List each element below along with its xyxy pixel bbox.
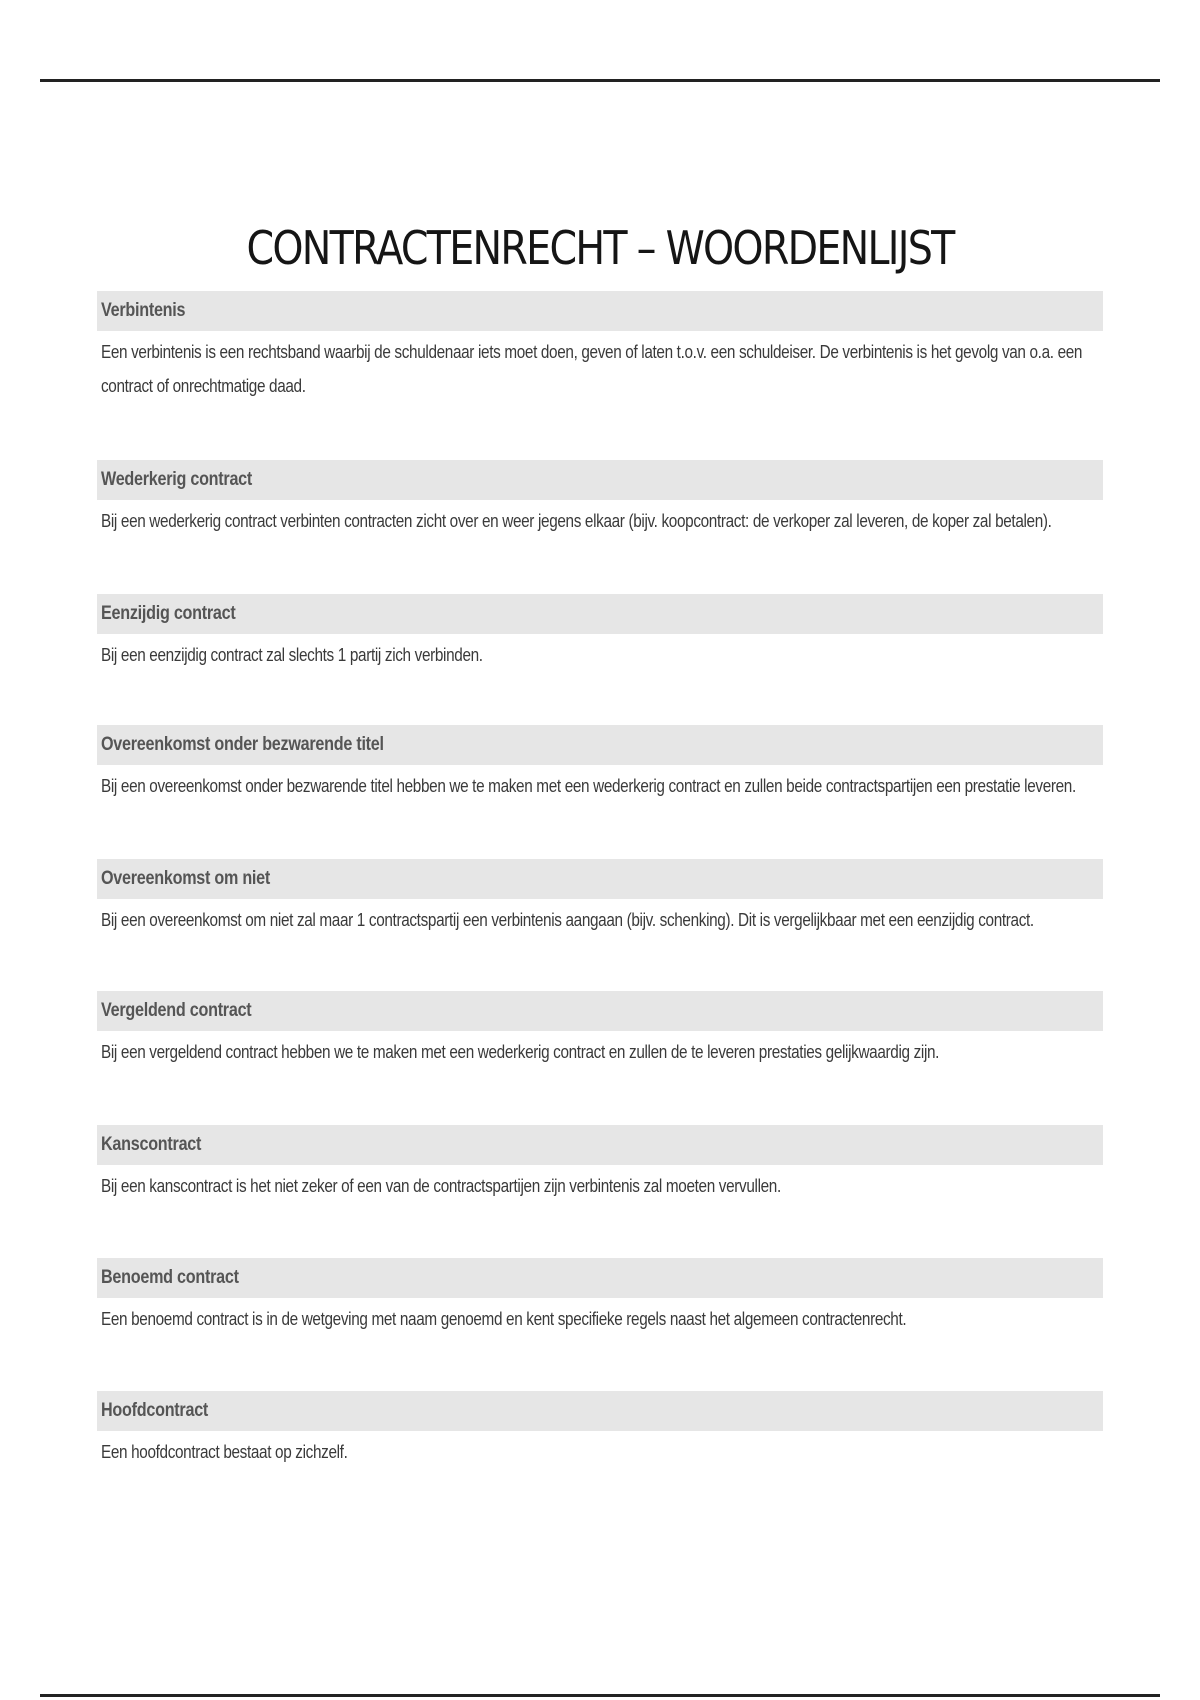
term-heading: Eenzijdig contract <box>97 594 1103 634</box>
glossary-entry <box>97 291 1103 460</box>
glossary-entry <box>97 1258 1103 1391</box>
term-definition: Een benoemd contract is in de wetgeving met naam genoemd en kent specifieke regels naast het algemeen contractenrecht. <box>101 1309 907 1329</box>
term-heading: Hoofdcontract <box>97 1391 1103 1431</box>
bottom-divider <box>40 1694 1160 1697</box>
glossary-entry <box>97 991 1103 1125</box>
term-heading: Verbintenis <box>97 291 1103 331</box>
term-definition: Bij een wederkerig contract verbinten contracten zicht over en weer jegens elkaar (bijv. koopcontract: de verkoper zal leveren, de koper zal betalen). <box>101 511 1052 531</box>
term-heading: Vergeldend contract <box>97 991 1103 1031</box>
term-definition: Bij een kanscontract is het niet zeker of een van de contractspartijen zijn verbintenis zal moeten vervullen. <box>101 1176 781 1196</box>
term-heading: Wederkerig contract <box>97 460 1103 500</box>
term-definition: Een hoofdcontract bestaat op zichzelf. <box>101 1442 348 1462</box>
glossary-list <box>97 291 1103 1491</box>
term-definition: Bij een vergeldend contract hebben we te maken met een wederkerig contract en zullen de te leveren prestaties gelijkwaardig zijn. <box>101 1042 940 1062</box>
glossary-entry <box>97 859 1103 991</box>
top-divider <box>40 79 1160 82</box>
glossary-entry <box>97 1125 1103 1258</box>
glossary-entry <box>97 594 1103 725</box>
term-definition: Bij een overeenkomst onder bezwarende titel hebben we te maken met een wederkerig contract en zullen beide contractspartijen een prestatie leveren. <box>101 776 1076 796</box>
glossary-entry <box>97 1391 1103 1491</box>
term-definition: Een verbintenis is een rechtsband waarbij de schuldenaar iets moet doen, geven of laten t.o.v. een schuldeiser. De verbintenis is het gevolg van o.a. een contract of onrechtmatige daad. <box>101 342 1083 396</box>
term-heading: Benoemd contract <box>97 1258 1103 1298</box>
term-definition: Bij een overeenkomst om niet zal maar 1 contractspartij een verbintenis aangaan (bijv. schenking). Dit is vergelijkbaar met een eenzijdig contract. <box>101 910 1034 930</box>
term-definition: Bij een eenzijdig contract zal slechts 1 partij zich verbinden. <box>101 645 483 665</box>
term-heading: Kanscontract <box>97 1125 1103 1165</box>
glossary-entry <box>97 460 1103 594</box>
glossary-entry <box>97 725 1103 859</box>
term-heading: Overeenkomst onder bezwarende titel <box>97 725 1103 765</box>
page-title: CONTRACTENRECHT – WOORDENLIJST <box>246 221 954 275</box>
term-heading: Overeenkomst om niet <box>97 859 1103 899</box>
